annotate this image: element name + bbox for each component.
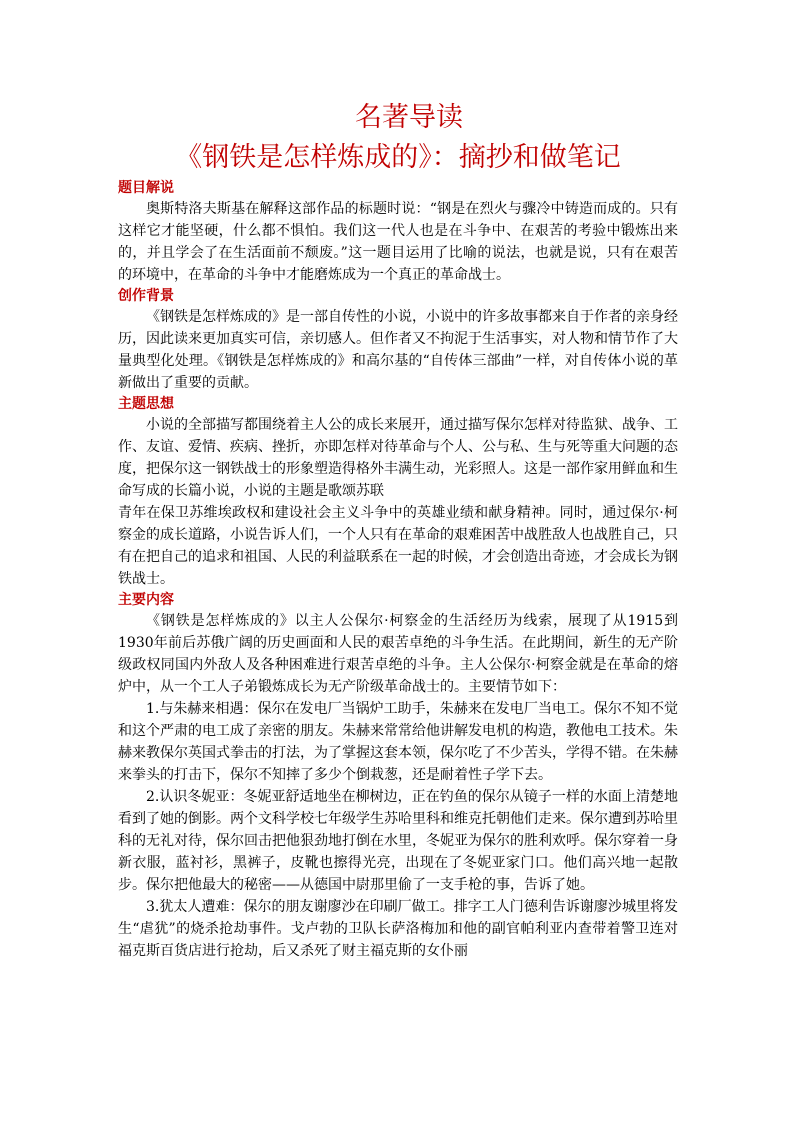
section-paragraph: 《钢铁是怎样炼成的》以主人公保尔·柯察金的生活经历为线索，展现了从1915到1930年前后苏俄广阔的历史画面和人民的艰苦卓绝的斗争生活。在此期间，新生的无产阶级政权同国内外敌人及各种困难进行艰苦卓绝的斗争。主人公保尔·柯察金就是在革命的熔炉中，从一个工人子弟锻炼成长为无产阶级革命战士的。主要情节如下： bbox=[118, 613, 678, 695]
section-paragraph: 小说的全部描写都围绕着主人公的成长来展开，通过描写保尔怎样对待监狱、战争、工作、友谊、爱情、疾病、挫折，亦即怎样对待革命与个人、公与私、生与死等重大问题的态度，把保尔这一钢铁战士的形象塑造得格外丰满生动，光彩照人。这是一部作家用鲜血和生命写成的长篇小说，小说的主题是歌颂苏联 bbox=[118, 417, 678, 499]
section-heading: 主题思想 bbox=[118, 396, 174, 412]
section-heading: 题目解说 bbox=[118, 180, 174, 196]
plot-point-paragraph: 1.与朱赫来相遇：保尔在发电厂当锅炉工助手，朱赫来在发电厂当电工。保尔不知不觉和这个严肃的电工成了亲密的朋友。朱赫来常常给他讲解发电机的构造，教他电工技术。朱赫来教保尔英国式拳击的打法，为了掌握这套本领，保尔吃了不少苦头，学得不错。在朱赫来拳头的打击下，保尔不知摔了多少个倒栽葱，还是耐着性子学下去。 bbox=[118, 701, 678, 783]
section-background bbox=[118, 286, 678, 394]
section-heading: 主要内容 bbox=[118, 592, 174, 608]
section-paragraph: 奥斯特洛夫斯基在解释这部作品的标题时说：“钢是在烈火与骤冷中铸造而成的。只有这样它才能坚硬，什么都不惧怕。我们这一代人也是在斗争中、在艰苦的考验中锻炼出来的，并且学会了在生活面前不颓废。”这一题目运用了比喻的说法，也就是说，只有在艰苦的环境中，在革命的斗争中才能磨炼成为一个真正的革命战士。 bbox=[118, 201, 678, 283]
plot-point-paragraph: 3.犹太人遭难：保尔的朋友谢廖沙在印刷厂做工。排字工人门德利告诉谢廖沙城里将发生“虐犹”的烧杀抢劫事件。戈卢勃的卫队长萨洛梅加和他的副官帕利亚内查带着警卫连对福克斯百货店进行抢劫，后又杀死了财主福克斯的女仆丽 bbox=[118, 899, 678, 959]
section-title-explanation bbox=[118, 178, 678, 286]
section-paragraph: 青年在保卫苏维埃政权和建设社会主义斗争中的英雄业绩和献身精神。同时，通过保尔·柯察金的成长道路，小说告诉人们，一个人只有在革命的艰难困苦中战胜敌人也战胜自己，只有在把自己的追求和祖国、人民的利益联系在一起的时候，才会创造出奇迹，才会成长为钢铁战士。 bbox=[118, 505, 678, 587]
section-heading: 创作背景 bbox=[118, 288, 174, 304]
section-theme bbox=[118, 394, 678, 590]
section-main-content bbox=[118, 590, 678, 962]
document-title: 名著导读 bbox=[355, 102, 463, 133]
section-paragraph: 《钢铁是怎样炼成的》是一部自传性的小说，小说中的许多故事都来自于作者的亲身经历，因此读来更加真实可信，亲切感人。但作者又不拘泥于生活事实，对人物和情节作了大量典型化处理。《钢铁是怎样炼成的》和高尔基的“自传体三部曲”一样，对自传体小说的革新做出了重要的贡献。 bbox=[118, 309, 678, 391]
document-page bbox=[118, 98, 678, 962]
plot-point-paragraph: 2.认识冬妮亚：冬妮亚舒适地坐在柳树边，正在钓鱼的保尔从镜子一样的水面上清楚地看到了她的倒影。两个文科学校七年级学生苏哈里科和维克托朝他们走来。保尔遭到苏哈里科的无礼对待，保尔回击把他狠劲地打倒在水里，冬妮亚为保尔的胜利欢呼。保尔穿着一身新衣服，蓝衬衫，黑裤子，皮靴也擦得光亮，出现在了冬妮亚家门口。他们高兴地一起散步。保尔把他最大的秘密——从德国中尉那里偷了一支手枪的事，告诉了她。 bbox=[118, 789, 678, 893]
document-subtitle: 《钢铁是怎样炼成的》：摘抄和做笔记 bbox=[175, 142, 621, 173]
